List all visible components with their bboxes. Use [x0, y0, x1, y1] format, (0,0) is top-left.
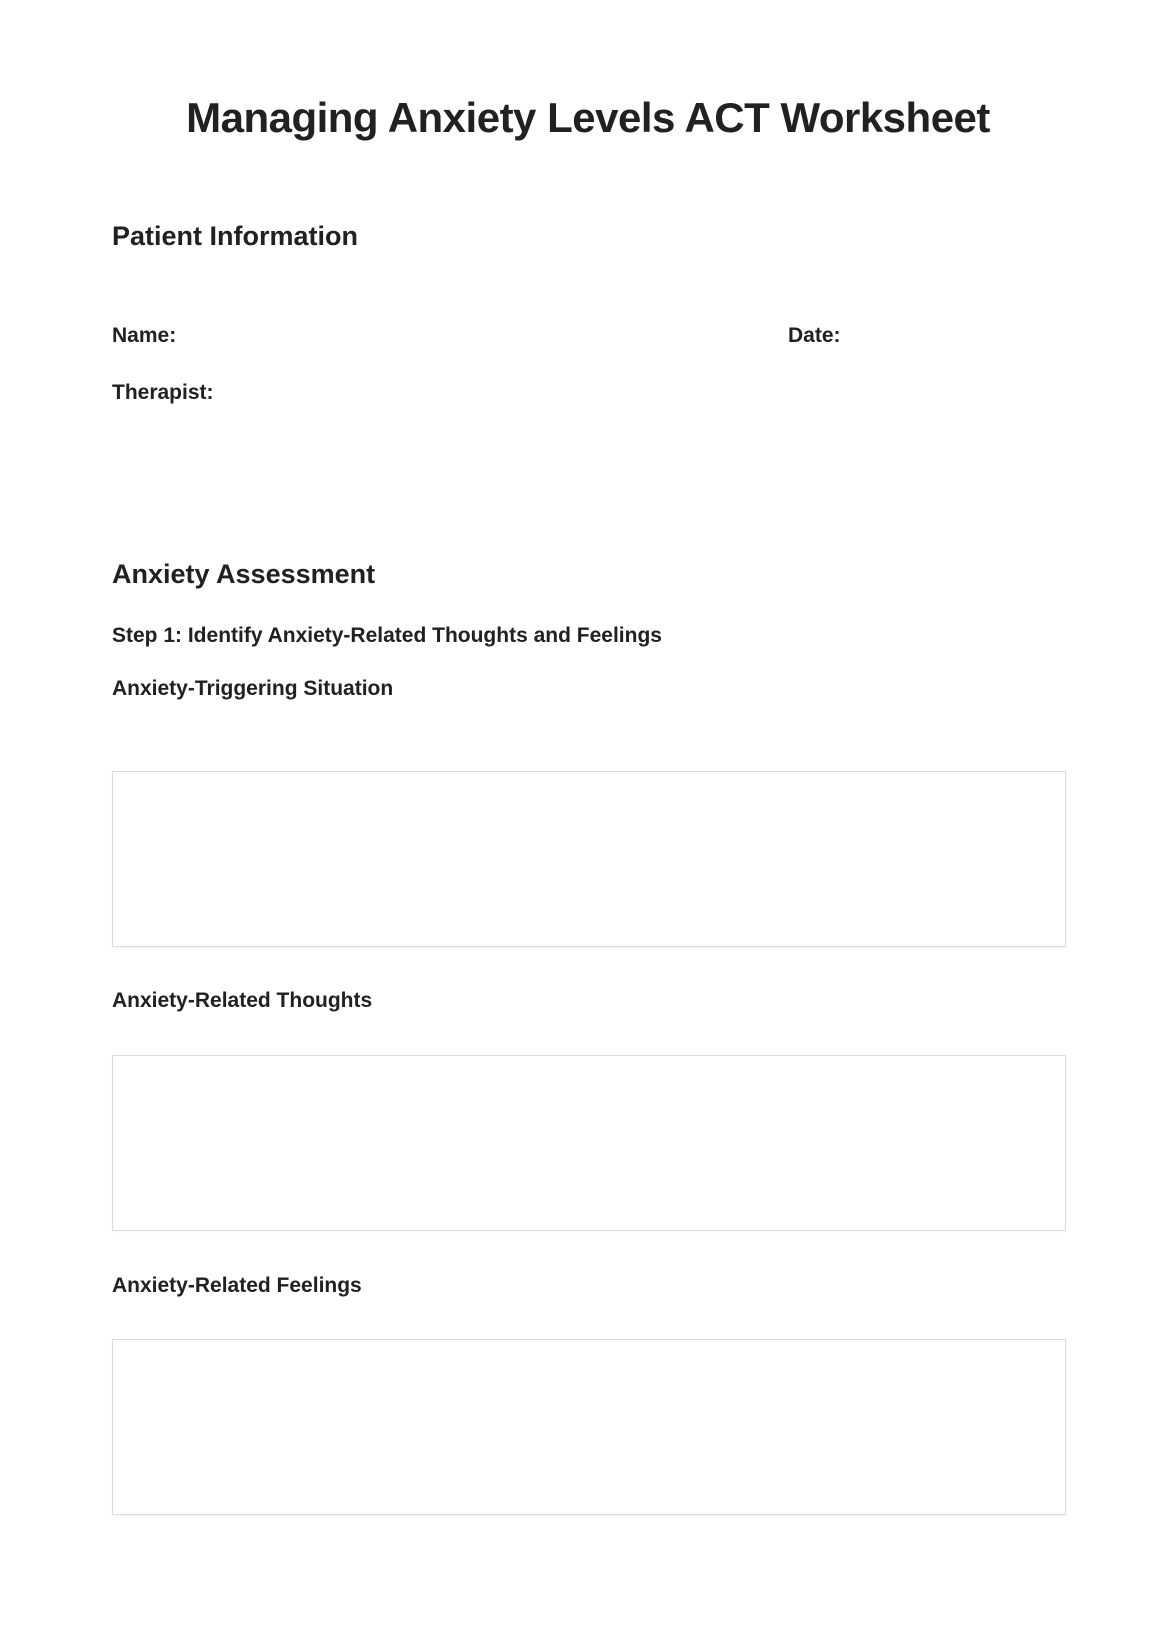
anxiety-related-thoughts-input[interactable]	[112, 1055, 1066, 1231]
step1-heading: Step 1: Identify Anxiety-Related Thoughts and Feelings	[112, 624, 662, 647]
anxiety-related-thoughts-label: Anxiety-Related Thoughts	[112, 989, 373, 1012]
page-title: Managing Anxiety Levels ACT Worksheet	[186, 94, 990, 141]
anxiety-related-feelings-input[interactable]	[112, 1339, 1066, 1515]
anxiety-triggering-situation-label: Anxiety-Triggering Situation	[112, 677, 394, 700]
name-label: Name:	[112, 324, 177, 347]
therapist-label: Therapist:	[112, 381, 214, 404]
section-heading-anxiety-assessment: Anxiety Assessment	[112, 559, 376, 589]
date-label: Date:	[788, 324, 841, 347]
section-heading-patient-information: Patient Information	[112, 221, 359, 251]
anxiety-related-feelings-label: Anxiety-Related Feelings	[112, 1274, 362, 1297]
anxiety-triggering-situation-input[interactable]	[112, 771, 1066, 947]
